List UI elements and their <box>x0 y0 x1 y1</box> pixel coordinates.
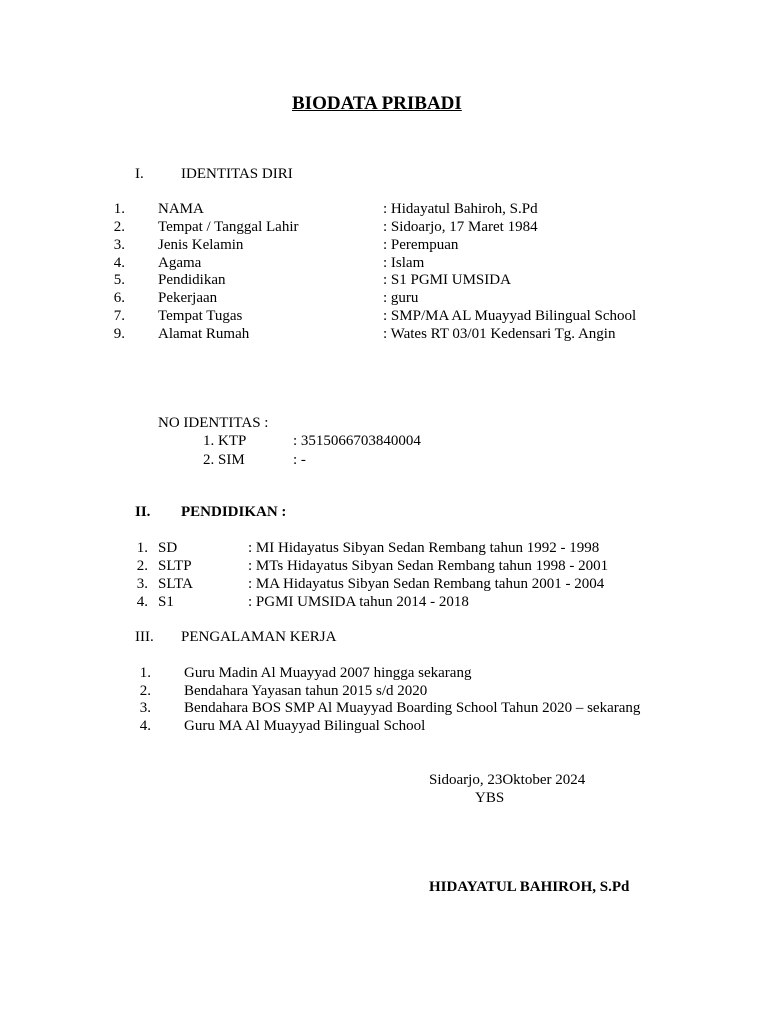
signature-ybs: YBS <box>475 790 505 806</box>
field-label: Pendidikan <box>158 272 226 288</box>
section-heading: PENGALAMAN KERJA <box>181 629 337 645</box>
field-value: : Islam <box>383 255 425 271</box>
list-number: 4. <box>113 255 125 271</box>
field-value: : Hidayatul Bahiroh, S.Pd <box>383 201 538 217</box>
identity-heading: NO IDENTITAS : <box>158 415 269 431</box>
list-number: 3. <box>136 576 148 592</box>
identity-value: : 3515066703840004 <box>293 433 421 449</box>
education-detail: : PGMI UMSIDA tahun 2014 - 2018 <box>248 594 469 610</box>
list-number: 3. <box>139 700 151 716</box>
section-numeral: III. <box>135 629 154 645</box>
section-heading: IDENTITAS DIRI <box>181 166 293 182</box>
list-number: 2. <box>113 219 125 235</box>
list-number: 2. <box>136 558 148 574</box>
identity-value: : - <box>293 452 306 468</box>
experience-item: Bendahara BOS SMP Al Muayyad Boarding School Tahun 2020 – sekarang <box>184 700 641 716</box>
signature-name: HIDAYATUL BAHIROH, S.Pd <box>429 879 630 895</box>
identity-label: 2. SIM <box>203 452 245 468</box>
page-title: BIODATA PRIBADI <box>292 93 462 114</box>
list-number: 4. <box>136 594 148 610</box>
experience-item: Guru MA Al Muayyad Bilingual School <box>184 718 426 734</box>
list-number: 9. <box>113 326 125 342</box>
field-label: Jenis Kelamin <box>158 237 244 253</box>
section-numeral: II. <box>135 504 151 520</box>
field-label: Tempat Tugas <box>158 308 243 324</box>
signature-place-date: Sidoarjo, 23Oktober 2024 <box>429 772 586 788</box>
field-label: Agama <box>158 255 202 271</box>
field-value: : SMP/MA AL Muayyad Bilingual School <box>383 308 637 324</box>
list-number: 5. <box>113 272 125 288</box>
field-value: : Sidoarjo, 17 Maret 1984 <box>383 219 538 235</box>
field-value: : Wates RT 03/01 Kedensari Tg. Angin <box>383 326 616 342</box>
section-numeral: I. <box>135 166 144 182</box>
list-number: 1. <box>136 540 148 556</box>
list-number: 6. <box>113 290 125 306</box>
education-level: SLTA <box>158 576 193 592</box>
field-label: Tempat / Tanggal Lahir <box>158 219 299 235</box>
field-value: : guru <box>383 290 419 306</box>
list-number: 1. <box>113 201 125 217</box>
education-level: SLTP <box>158 558 192 574</box>
field-label: Alamat Rumah <box>158 326 250 342</box>
experience-item: Bendahara Yayasan tahun 2015 s/d 2020 <box>184 683 428 699</box>
experience-item: Guru Madin Al Muayyad 2007 hingga sekarang <box>184 665 472 681</box>
list-number: 1. <box>139 665 151 681</box>
list-number: 2. <box>139 683 151 699</box>
list-number: 4. <box>139 718 151 734</box>
field-label: NAMA <box>158 201 204 217</box>
education-level: S1 <box>158 594 174 610</box>
education-detail: : MA Hidayatus Sibyan Sedan Rembang tahun 2001 - 2004 <box>248 576 605 592</box>
field-value: : S1 PGMI UMSIDA <box>383 272 511 288</box>
list-number: 7. <box>113 308 125 324</box>
identity-label: 1. KTP <box>203 433 247 449</box>
education-level: SD <box>158 540 178 556</box>
section-heading: PENDIDIKAN : <box>181 504 287 520</box>
education-detail: : MI Hidayatus Sibyan Sedan Rembang tahun 1992 - 1998 <box>248 540 600 556</box>
education-detail: : MTs Hidayatus Sibyan Sedan Rembang tahun 1998 - 2001 <box>248 558 609 574</box>
field-value: : Perempuan <box>383 237 459 253</box>
list-number: 3. <box>113 237 125 253</box>
field-label: Pekerjaan <box>158 290 218 306</box>
